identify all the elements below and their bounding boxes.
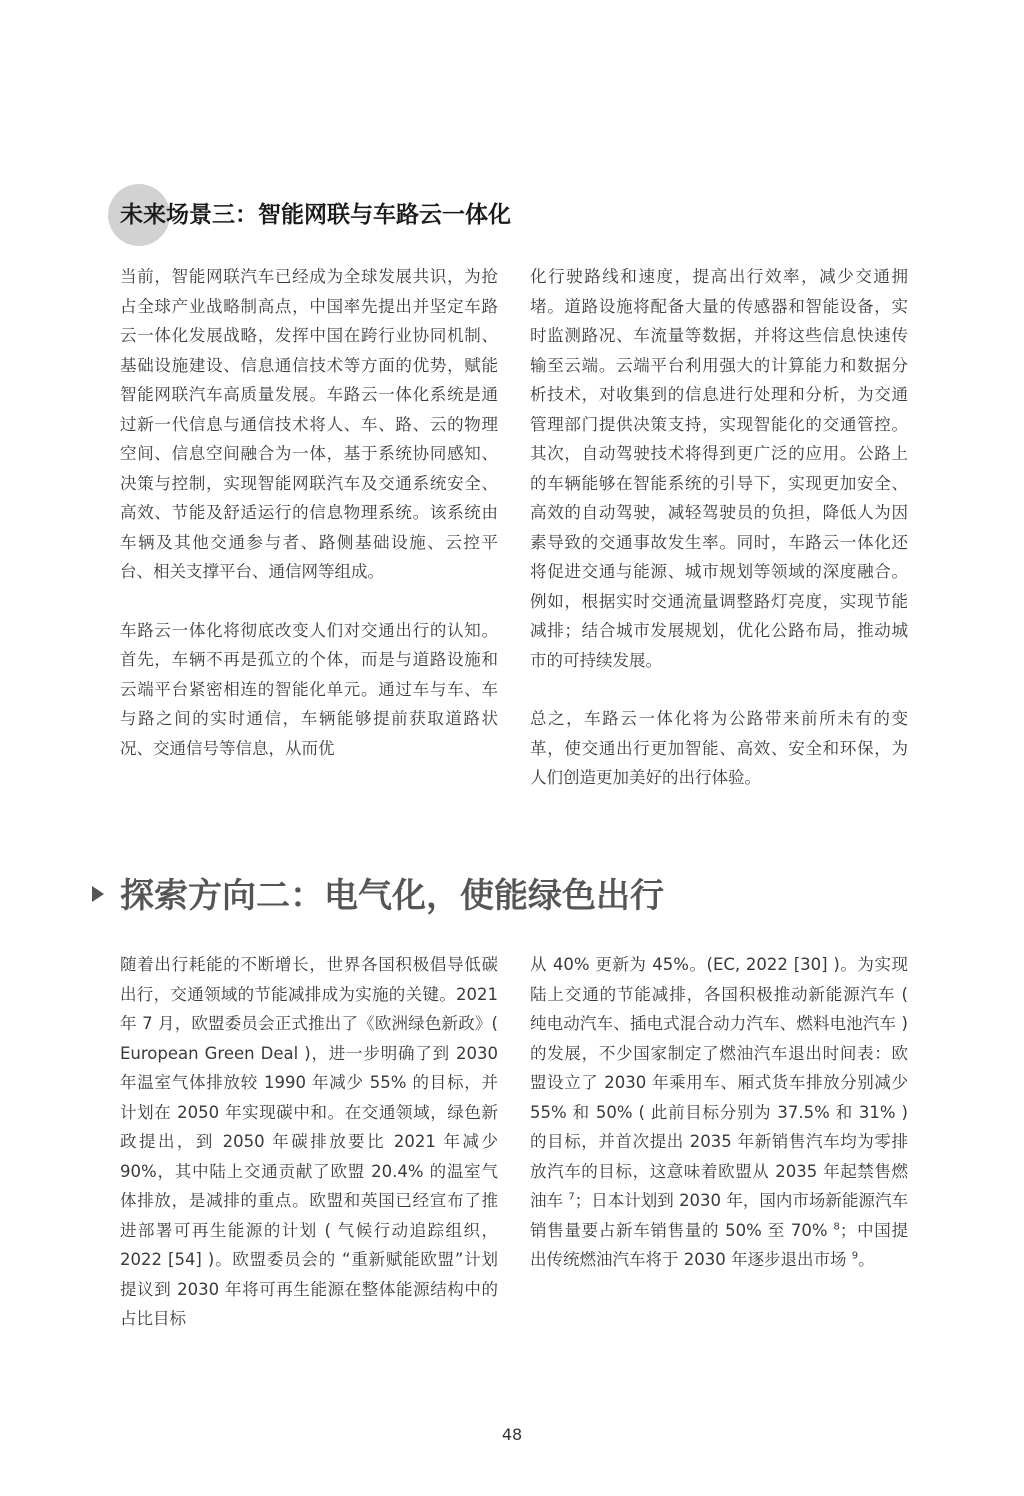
triangle-bullet-icon	[92, 886, 104, 902]
section1-right-column	[530, 262, 908, 793]
section1-title: 未来场景三：智能网联与车路云一体化	[120, 202, 511, 228]
text-span: ；日本计划到 2030 年，国内市场新能源汽车销售量要占新车销售量的 50% 至 70%	[530, 1191, 909, 1240]
section1-paragraph: 当前，智能网联汽车已经成为全球发展共识，为抢占全球产业战略制高点，中国率先提出并坚定车路云一体化发展战略，发挥中国在跨行业协同机制、基础设施建设、信息通信技术等方面的优势，赋能智能网联汽车高质量发展。车路云一体化系统是通过新一代信息与通信技术将人、车、路、云的物理空间、信息空间融合为一体，基于系统协同感知、决策与控制，实现智能网联汽车及交通系统安全、高效、节能及舒适运行的信息物理系统。该系统由车辆及其他交通参与者、路侧基础设施、云控平台、相关支撑平台、通信网等组成。	[120, 267, 498, 581]
section1-left-column	[120, 262, 498, 763]
section1-paragraph: 总之，车路云一体化将为公路带来前所未有的变革，使交通出行更加智能、高效、安全和环保，为人们创造更加美好的出行体验。	[530, 709, 908, 787]
section2-right-column	[530, 950, 908, 1275]
section2-left-column	[120, 950, 498, 1334]
footnote-ref: 9	[851, 1250, 859, 1262]
footnote-ref: 8	[833, 1221, 840, 1232]
section2-title: 探索方向二：电气化，使能绿色出行	[120, 876, 664, 916]
page-number: 48	[501, 1425, 523, 1444]
text-span: 。	[858, 1250, 875, 1269]
section1-paragraph: 车路云一体化将彻底改变人们对交通出行的认知。首先，车辆不再是孤立的个体，而是与道路设施和云端平台紧密相连的智能化单元。通过车与车、车与路之间的实时通信，车辆能够提前获取道路状况、交通信号等信息，从而优	[120, 620, 498, 758]
section2-paragraph: 随着出行耗能的不断增长，世界各国积极倡导低碳出行，交通领域的节能减排成为实施的关键。2021 年 7 月，欧盟委员会正式推出了《欧洲绿色新政》( European Green Deal )，进一步明确了到 2030 年温室气体排放较 1990 年减少 55% 的目标，并计划在 2050 年实现碳中和。在交通领域，绿色新政提出，到 2050 年碳排放要比 2021 年减少 90%，其中陆上交通贡献了欧盟 20.4% 的温室气体排放，是减排的重点。欧盟和英国已经宣布了推进部署可再生能源的计划 ( 气候行动追踪组织，2022 [54] )。欧盟委员会的 “重新赋能欧盟”计划提议到 2030 年将可再生能源在整体能源结构中的占比目标	[120, 955, 498, 1328]
section2-paragraph	[530, 950, 908, 1275]
section1-paragraph: 化行驶路线和速度，提高出行效率，减少交通拥堵。道路设施将配备大量的传感器和智能设备，实时监测路况、车流量等数据，并将这些信息快速传输至云端。云端平台利用强大的计算能力和数据分析技术，对收集到的信息进行处理和分析，为交通管理部门提供决策支持，实现智能化的交通管控。其次，自动驾驶技术将得到更广泛的应用。公路上的车辆能够在智能系统的引导下，实现更加安全、高效的自动驾驶，减轻驾驶员的负担，降低人为因素导致的交通事故发生率。同时，车路云一体化还将促进交通与能源、城市规划等领域的深度融合。例如，根据实时交通流量调整路灯亮度，实现节能减排；结合城市发展规划，优化公路布局，推动城市的可持续发展。	[530, 267, 908, 670]
text-span: 从 40% 更新为 45%。(EC, 2022 [30] )。为实现陆上交通的节能减排，各国积极推动新能源汽车 ( 纯电动汽车、插电式混合动力汽车、燃料电池汽车 ) 的发展，不少国家制定了燃油汽车退出时间表：欧盟设立了 2030 年乘用车、厢式货车排放分别减少 55% 和 50% ( 此前目标分别为 37.5% 和 31% ) 的目标，并首次提出 2035 年新销售汽车均为零排放汽车的目标，这意味着欧盟从 2035 年起禁售燃油车	[530, 955, 908, 1210]
footnote-ref: 7	[568, 1191, 575, 1203]
text-span: ；中国提出传统燃油汽车将于 2030 年逐步退出市场	[530, 1220, 909, 1269]
